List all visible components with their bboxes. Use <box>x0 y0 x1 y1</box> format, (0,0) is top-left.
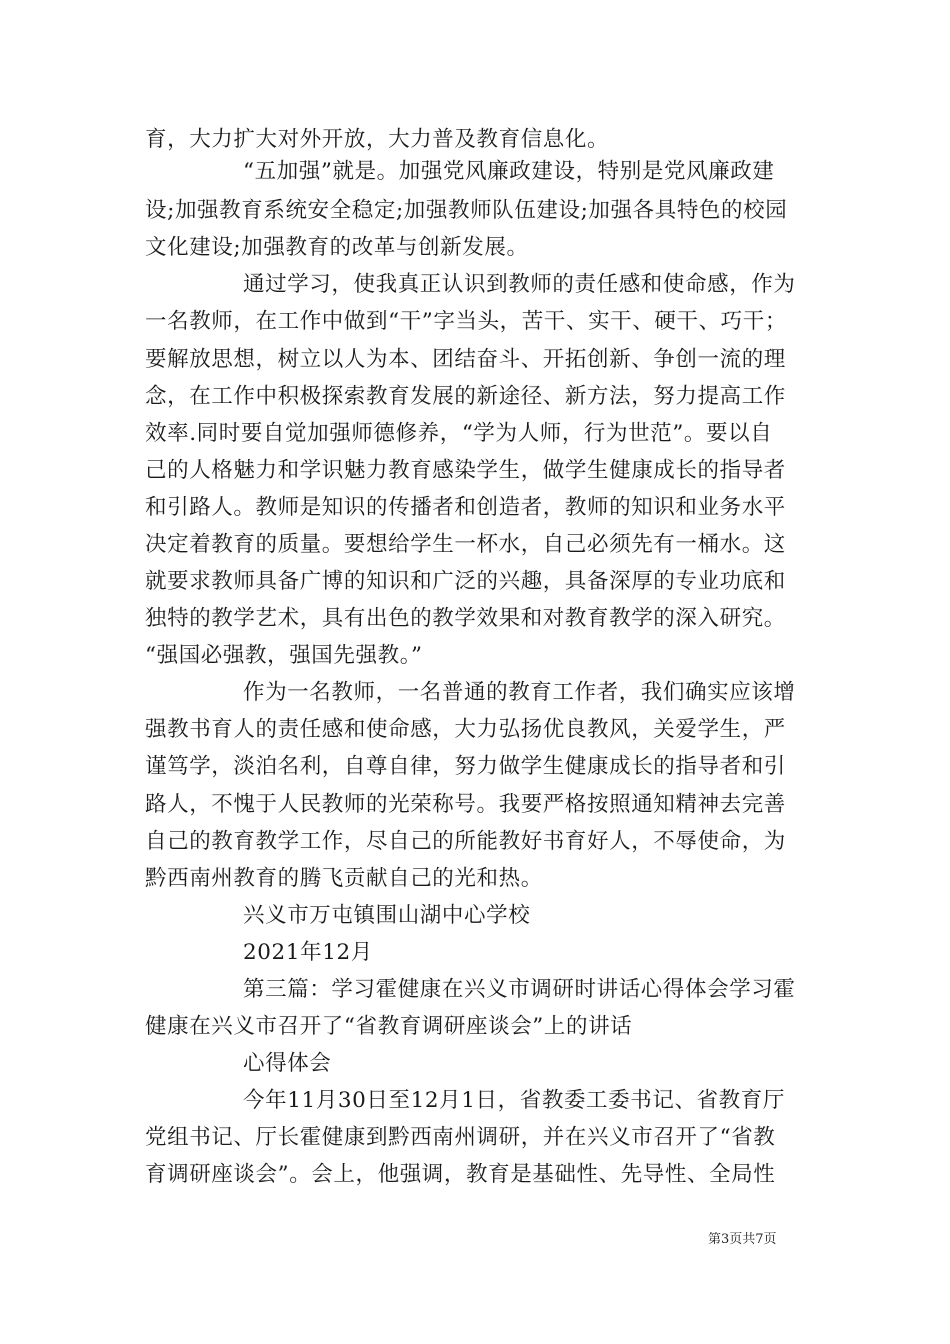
text-line: 就要求教师具备广博的知识和广泛的兴趣，具备深厚的专业功底和 <box>145 569 786 594</box>
text-line: 谨笃学，淡泊名利，自尊自律，努力做学生健康成长的指导者和引 <box>145 754 786 779</box>
text-line: 自己的教育教学工作，尽自己的所能教好书育好人，不辱使命，为 <box>145 829 786 854</box>
text-line: 强教书育人的责任感和使命感，大力弘扬优良教风，关爱学生，严 <box>145 717 786 742</box>
text-line: “五加强”就是。加强党风廉政建设，特别是党风廉政建 <box>243 159 775 184</box>
section-heading: 心得体会 <box>243 1051 332 1076</box>
text-line: 今年11月30日至12月1日，省教委工委书记、省教育厅 <box>243 1088 785 1113</box>
text-line: 作为一名教师，一名普通的教育工作者，我们确实应该增 <box>243 680 796 705</box>
text-line: 要解放思想，树立以人为本、团结奋斗、开拓创新、争创一流的理 <box>145 347 786 372</box>
text-line: 设;加强教育系统安全稳定;加强教师队伍建设;加强各具特色的校园 <box>145 198 788 223</box>
text-line: 育，大力扩大对外开放，大力普及教育信息化。 <box>145 127 610 152</box>
text-line: 一名教师，在工作中做到“干”字当头，苦干、实干、硬干、巧干； <box>145 309 787 334</box>
section-heading: 健康在兴义市召开了“省教育调研座谈会”上的讲话 <box>145 1014 633 1039</box>
text-line: 决定着教育的质量。要想给学生一杯水，自己必须先有一桶水。这 <box>145 532 786 557</box>
date-line: 2021年12月 <box>243 940 373 965</box>
text-line: 党组书记、厅长霍健康到黔西南州调研，并在兴义市召开了“省教 <box>145 1125 776 1150</box>
text-line: “强国必强教，强国先强教。” <box>145 643 423 668</box>
text-line: 黔西南州教育的腾飞贡献自己的光和热。 <box>145 866 543 891</box>
text-line: 独特的教学艺术，具有出色的教学效果和对教育教学的深入研究。 <box>145 606 786 631</box>
text-line: 念，在工作中积极探索教育发展的新途径、新方法，努力提高工作 <box>145 384 786 409</box>
text-line: 路人，不愧于人民教师的光荣称号。我要严格按照通知精神去完善 <box>145 792 786 817</box>
text-line: 效率.同时要自觉加强师德修养，“学为人师，行为世范”。要以自 <box>145 421 773 446</box>
section-heading: 第三篇：学习霍健康在兴义市调研时讲话心得体会学习霍 <box>243 977 796 1002</box>
text-line: 己的人格魅力和学识魅力教育感染学生，做学生健康成长的指导者 <box>145 458 786 483</box>
school-name: 兴义市万屯镇围山湖中心学校 <box>243 903 531 928</box>
text-line: 文化建设;加强教育的改革与创新发展。 <box>145 235 529 260</box>
text-line: 和引路人。教师是知识的传播者和创造者，教师的知识和业务水平 <box>145 495 786 520</box>
text-line: 通过学习，使我真正认识到教师的责任感和使命感，作为 <box>243 272 796 297</box>
text-line: 育调研座谈会”。会上，他强调，教育是基础性、先导性、全局性 <box>145 1162 776 1187</box>
page-number: 第3页共7页 <box>708 1232 777 1247</box>
